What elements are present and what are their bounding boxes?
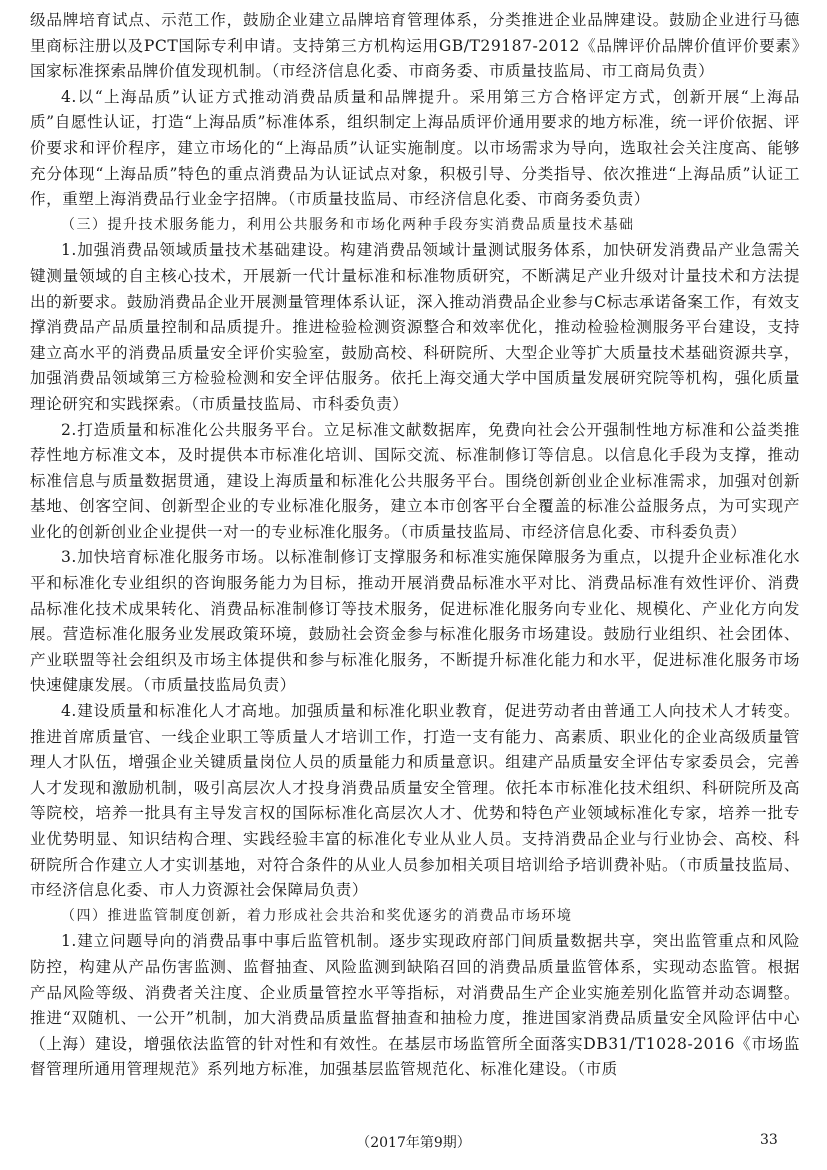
paragraph-item-1: 1.加强消费品领域质量技术基础建设。构建消费品领域计量测试服务体系，加快研发消费品产业急需关键测量领域的自主核心技术，开展新一代计量标准和标准物质研究，不断满足产业升级对计量技术和方法提出的新要求。鼓励消费品企业开展测量管理体系认证，深入推动消费品企业参与C标志承诺备案工作，有效支撑消费品产品质量控制和品质提升。推进检验检测资源整合和效率优化，推动检验检测服务平台建设，支持建立高水平的消费品质量安全评价实验室，鼓励高校、科研院所、大型企业等扩大质量技术基础资源共享，加强消费品领域第三方检验检测和安全评估服务。依托上海交通大学中国质量发展研究院等机构，强化质量理论研究和实践探索。（市质量技监局、市科委负责） <box>30 241 800 413</box>
section-heading-4: （四）推进监管制度创新，着力形成社会共治和奖优逐劣的消费品市场环境 <box>61 907 573 924</box>
paragraph-item-3: 3.加快培育标准化服务市场。以标准制修订支撑服务和标准实施保障服务为重点，以提升企业标准化水平和标准化专业组织的咨询服务能力为目标，推动开展消费品标准水平对比、消费品标准有效性评价、消费品标准化技术成果转化、消费品标准制修订等技术服务，促进标准化服务向专业化、规模化、产业化方向发展。营造标准化服务业发展政策环境，鼓励社会资金参与标准化服务市场建设。鼓励行业组织、社会团体、产业联盟等社会组织及市场主体提供和参与标准化服务，不断提升标准化能力和水平，促进标准化服务市场快速健康发展。（市质量技监局负责） <box>30 548 800 695</box>
paragraph-continued: 级品牌培育试点、示范工作，鼓励企业建立品牌培育管理体系，分类推进企业品牌建设。鼓励企业进行马德里商标注册以及PCT国际专利申请。支持第三方机构运用GB/T29187-2012《品牌评价品牌价值评价要素》国家标准探索品牌价值发现机制。（市经济信息化委、市商务委、市质量技监局、市工商局负责） <box>30 11 800 81</box>
paragraph-item-1b: 1.建立问题导向的消费品事中事后监管机制。逐步实现政府部门间质量数据共享，突出监管重点和风险防控，构建从产品伤害监测、监督抽查、风险监测到缺陷召回的消费品质量监管体系，实现动态监管。根据产品风险等级、消费者关注度、企业质量管控水平等指标，对消费品生产企业实施差别化监管并动态调整。推进“双随机、一公开”机制，加大消费品质量监督抽查和抽检力度，推进国家消费品质量安全风险评估中心（上海）建设，增强依法监管的针对性和有效性。在基层市场监管所全面落实DB31/T1028-2016《市场监督管理所通用管理规范》系列地方标准，加强基层监管规范化、标准化建设。（市质 <box>30 932 800 1079</box>
paragraph-item-2: 2.打造质量和标准化公共服务平台。立足标准文献数据库，免费向社会公开强制性地方标准和公益类推荐性地方标准文本，及时提供本市标准化培训、国际交流、标准制修订等信息。以信息化手段为支撑，推动标准信息与质量数据贯通，建设上海质量和标准化公共服务平台。围绕创新创业企业标准需求，加强对创新基地、创客空间、创新型企业的专业标准化服务，建立本市创客平台全覆盖的标准公益服务点，为可实现产业化的创新创业企业提供一对一的专业标准化服务。（市质量技监局、市经济信息化委、市科委负责） <box>30 420 800 541</box>
paragraph-item-4: 4.以“上海品质”认证方式推动消费品质量和品牌提升。采用第三方合格评定方式，创新开展“上海品质”自愿性认证，打造“上海品质”标准体系，组织制定上海品质评价通用要求的地方标准，统一评价依据、评价要求和评价程序，建立市场化的“上海品质”认证实施制度。以市场需求为导向，选取社会关注度高、能够充分体现“上海品质”特色的重点消费品为认证试点对象，积极引导、分类指导、依次推进“上海品质”认证工作，重塑上海消费品行业金字招牌。（市质量技监局、市经济信息化委、市商务委负责） <box>30 87 800 209</box>
issue-label: （2017年第9期） <box>356 1135 471 1151</box>
paragraph-item-4b: 4.建设质量和标准化人才高地。加强质量和标准化职业教育，促进劳动者由普通工人向技术人才转变。推进首席质量官、一线企业职工等质量人才培训工作，打造一支有能力、高素质、职业化的企业高级质量管理人才队伍，增强企业关键质量岗位人员的质量能力和质量意识。组建产品质量安全评估专家委员会，完善人才发现和激励机制，吸引高层次人才投身消费品质量安全管理。依托本市标准化技术组织、科研院所及高等院校，培养一批具有主导发言权的国际标准化高层次人才、优势和特色产业领域标准化专家，培养一批专业优势明显、知识结构合理、实践经验丰富的标准化专业从业人员。支持消费品企业与行业协会、高校、科研院所合作建立人才实训基地，对符合条件的从业人员参加相关项目培训给予培训费补贴。（市质量技监局、市经济信息化委、市人力资源社会保障局负责） <box>30 702 800 900</box>
section-heading-3: （三）提升技术服务能力，利用公共服务和市场化两种手段夯实消费品质量技术基础 <box>61 216 635 233</box>
article-body <box>30 8 800 1083</box>
page-number: 33 <box>760 1132 778 1148</box>
